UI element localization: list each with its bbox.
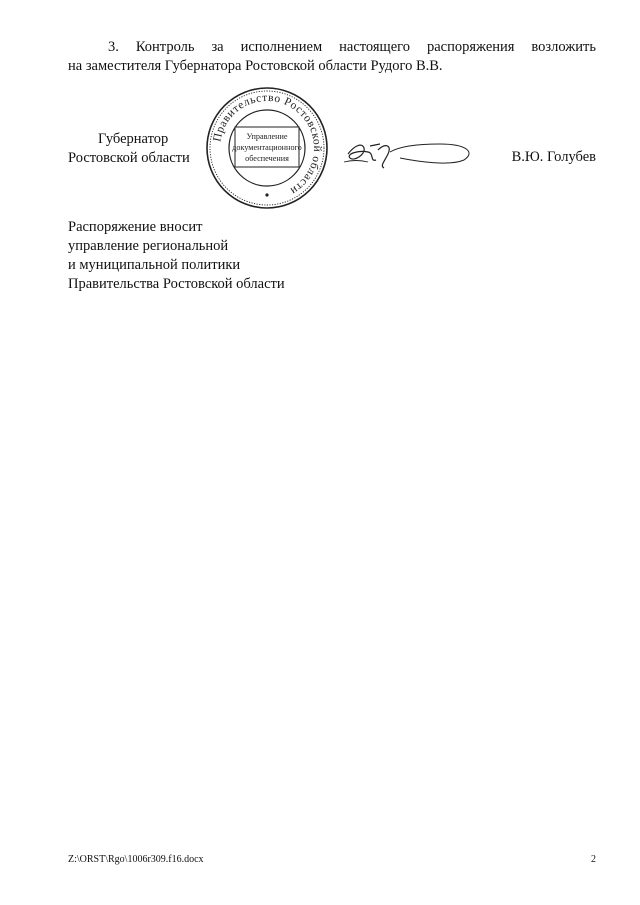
paragraph-line-1: 3. Контроль за исполнением настоящего распоряжения возложить xyxy=(108,39,596,55)
signatory-title xyxy=(68,130,208,168)
footer-page-number: 2 xyxy=(591,854,596,865)
seal-star-icon xyxy=(265,193,268,196)
seal-outer-text: Правительство Ростовской области xyxy=(211,91,324,198)
note-line-2: управление региональной xyxy=(68,238,229,254)
official-seal-stamp xyxy=(204,85,330,211)
seal-inner-line-1: Управление xyxy=(246,132,288,141)
signer-name: В.Ю. Голубев xyxy=(511,149,596,165)
handwritten-signature xyxy=(340,132,480,176)
note-line-1: Распоряжение вносит xyxy=(68,219,203,235)
signatory-title-line-2: Ростовской области xyxy=(68,150,190,166)
control-paragraph xyxy=(68,38,596,76)
seal-inner-line-3: обеспечения xyxy=(245,154,289,163)
seal-inner-line-2: документационного xyxy=(232,143,302,152)
note-line-3: и муниципальной политики xyxy=(68,257,241,273)
paragraph-line-2: на заместителя Губернатора Ростовской области Рудого В.В. xyxy=(68,58,443,74)
signatory-title-line-1: Губернатор xyxy=(98,131,169,147)
submitted-by-note xyxy=(68,218,285,294)
note-line-4: Правительства Ростовской области xyxy=(68,276,285,292)
footer-file-path: Z:\ORST\Rgo\1006r309.f16.docx xyxy=(68,854,204,865)
